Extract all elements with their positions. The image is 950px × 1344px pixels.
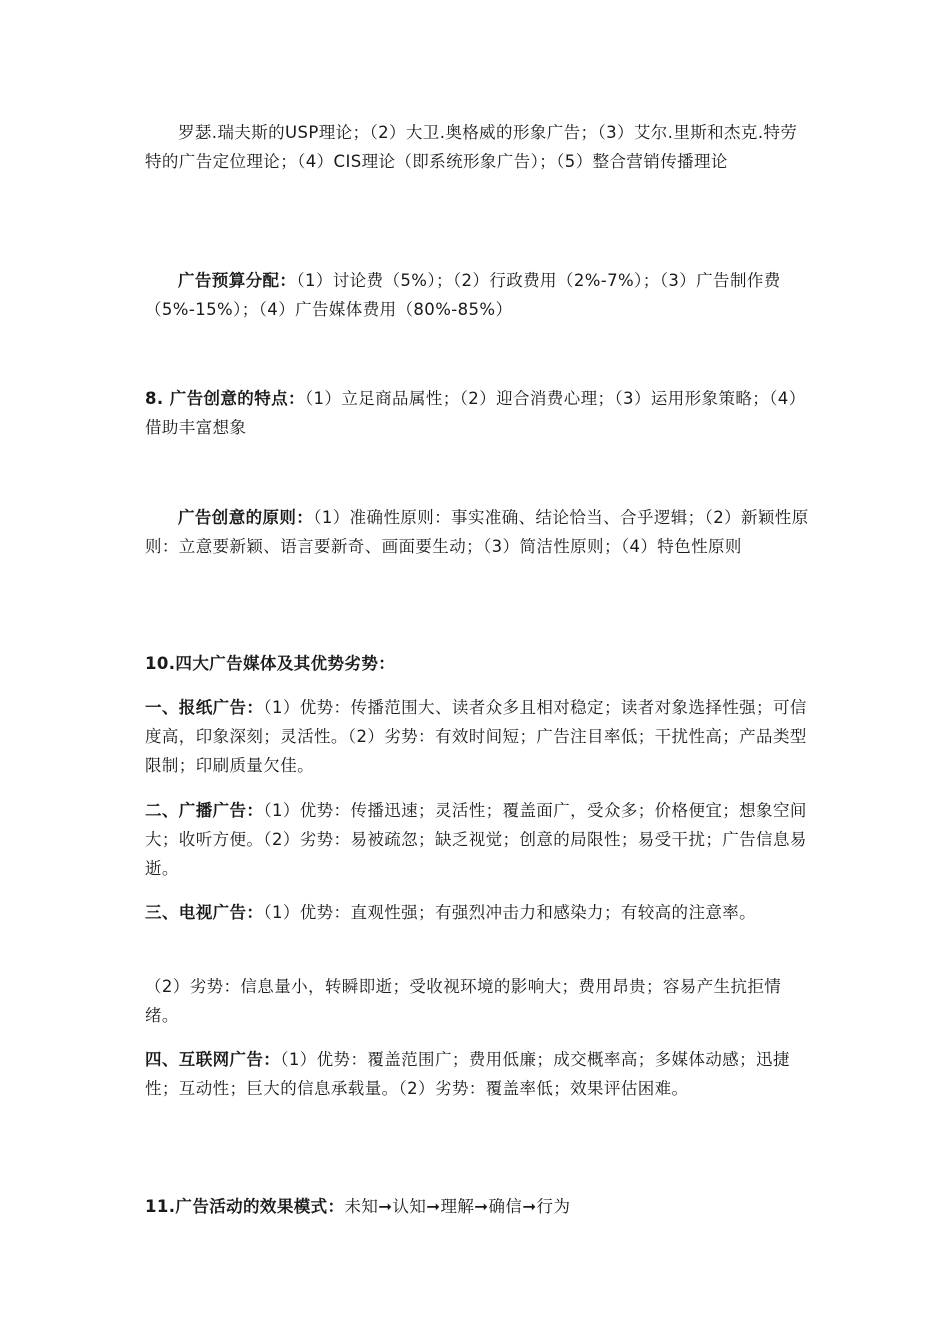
tv-disadvantages-text: （2）劣势：信息量小，转瞬即逝；受收视环境的影响大；费用昂贵；容易产生抗拒情绪。 <box>145 977 782 1025</box>
creative-features-text: （1）立足商品属性；（2）迎合消费心理；（3）运用形象策略；（4）借助丰富想象 <box>145 389 806 437</box>
tv-text: （1）优势：直观性强；有强烈冲击力和感染力；有较高的注意率。 <box>263 903 757 922</box>
budget-text: （1）讨论费（5%）；（2）行政费用（2%-7%）；（3）广告制作费（5%-15%）；（4）广告媒体费用（80%-85%） <box>145 271 781 319</box>
radio-text: （1）优势：传播迅速；灵活性；覆盖面广，受众多；价格便宜；想象空间大；收听方便。（2）劣势：易被疏忽；缺乏视觉；创意的局限性；易受干扰；广告信息易逝。 <box>145 801 807 878</box>
newspaper-label: 一、报纸广告： <box>145 698 264 717</box>
paragraph-internet-ads <box>145 1045 810 1103</box>
paragraph-advertising-theories <box>145 118 810 176</box>
paragraph-newspaper-ads <box>145 693 810 780</box>
tv-label: 三、电视广告： <box>145 903 264 922</box>
theories-text: 罗瑟.瑞夫斯的USP理论；（2）大卫.奥格威的形象广告；（3）艾尔.里斯和杰克.特劳特的广告定位理论；（4）CIS理论（即系统形象广告）；（5）整合营销传播理论 <box>145 123 798 171</box>
newspaper-text: （1）优势：传播范围大、读者众多且相对稳定；读者对象选择性强；可信度高，印象深刻；灵活性。（2）劣势：有效时间短；广告注目率低；干扰性高；产品类型限制；印刷质量欠佳。 <box>145 698 807 775</box>
paragraph-tv-ads <box>145 898 810 927</box>
section-heading-four-media <box>145 649 810 678</box>
creative-principles-label: 广告创意的原则： <box>178 508 314 527</box>
paragraph-budget-allocation <box>145 266 810 324</box>
paragraph-creative-features <box>145 384 810 442</box>
paragraph-effect-model <box>145 1192 810 1221</box>
internet-label: 四、互联网广告： <box>145 1050 281 1069</box>
effect-model-label: 11.广告活动的效果模式： <box>145 1197 345 1216</box>
effect-model-text: 未知➞认知➞理解➞确信➞行为 <box>344 1197 571 1216</box>
creative-features-label: 8. 广告创意的特点： <box>145 389 305 408</box>
paragraph-radio-ads <box>145 796 810 883</box>
paragraph-tv-disadvantages <box>145 972 810 1030</box>
radio-label: 二、广播广告： <box>145 801 264 820</box>
budget-label: 广告预算分配： <box>178 271 297 290</box>
paragraph-creative-principles <box>145 503 810 561</box>
internet-text: （1）优势：覆盖范围广；费用低廉；成交概率高；多媒体动感；迅捷性；互动性；巨大的信息承载量。（2）劣势：覆盖率低；效果评估困难。 <box>145 1050 790 1098</box>
creative-principles-text: （1）准确性原则：事实准确、结论恰当、合乎逻辑；（2）新颖性原则：立意要新颖、语言要新奇、画面要生动；（3）简洁性原则；（4）特色性原则 <box>145 508 809 556</box>
four-media-heading: 10.四大广告媒体及其优势劣势： <box>145 654 396 673</box>
